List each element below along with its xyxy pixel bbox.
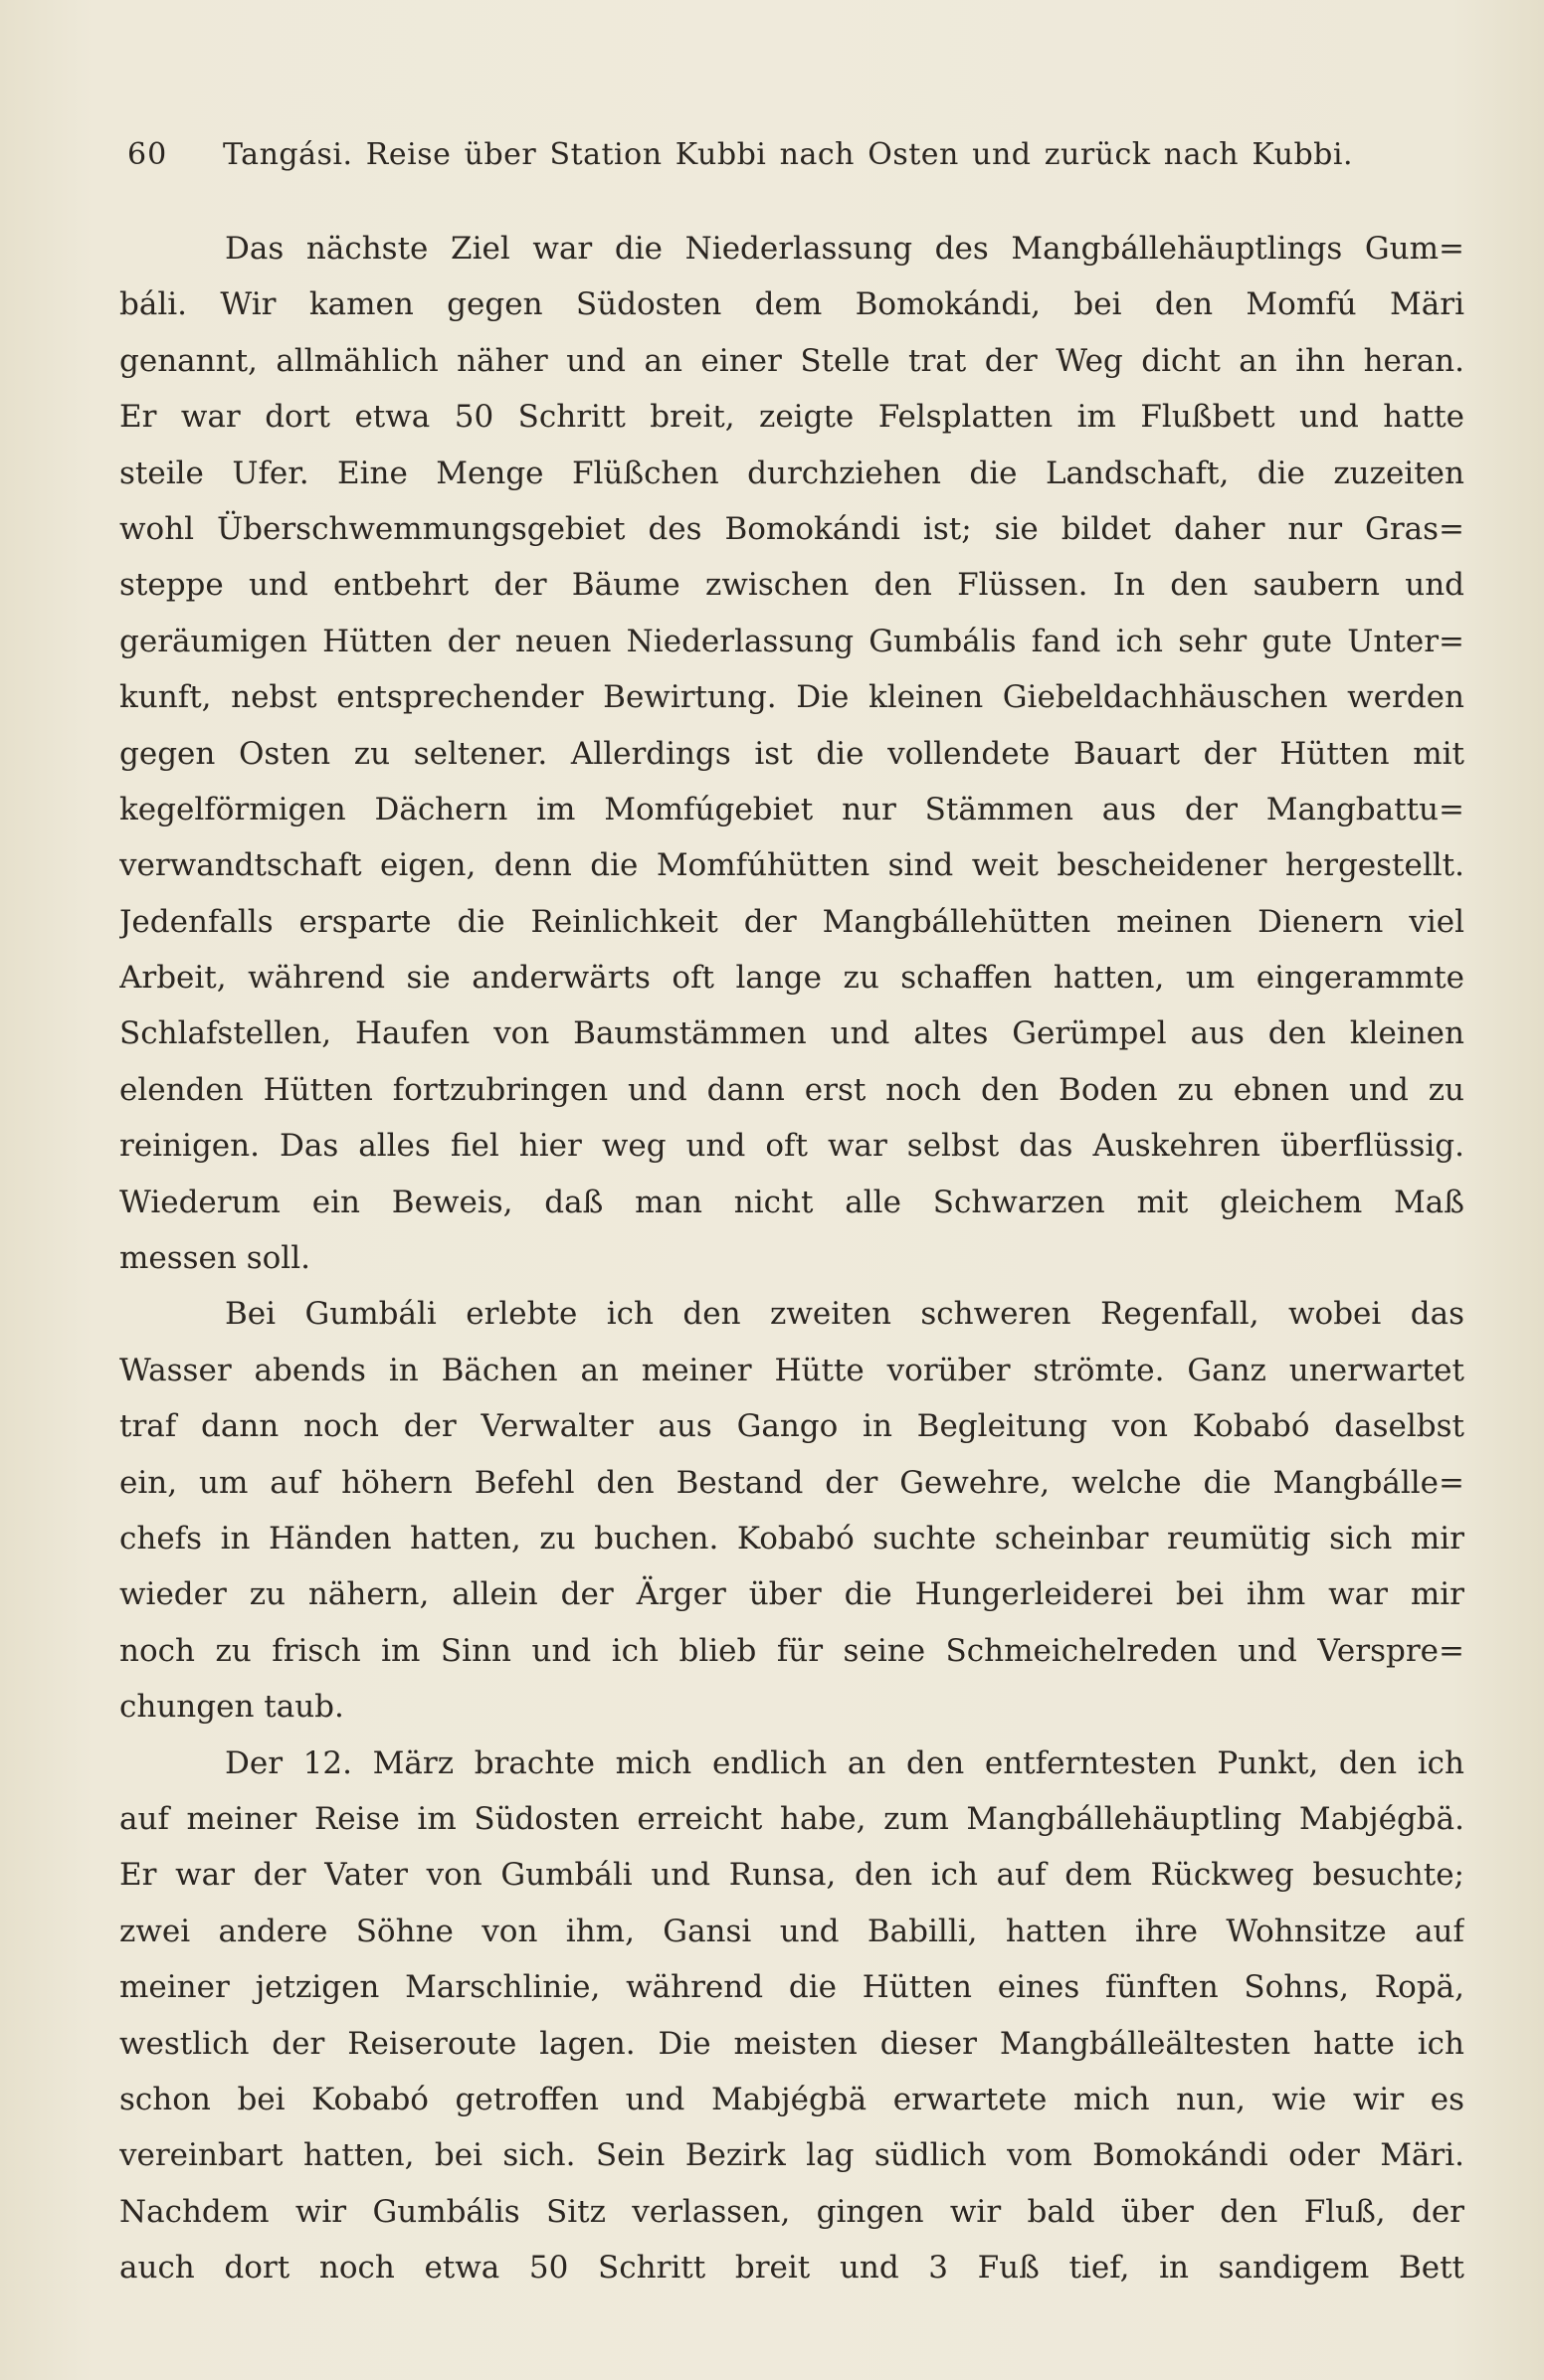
text-line: Nachdem wir Gumbális Sitz verlassen, gingen wir bald über den Fluß, der bbox=[119, 2193, 1464, 2230]
text-line: wohl Überschwemmungsgebiet des Bomokándi ist; sie bildet daher nur Gras= bbox=[119, 510, 1464, 547]
text-line: schon bei Kobabó getroffen und Mabjégbä erwartete mich nun, wie wir es bbox=[119, 2081, 1464, 2117]
text-line: traf dann noch der Verwalter aus Gango in Begleitung von Kobabó daselbst bbox=[119, 1408, 1464, 1445]
text-line: Schlafstellen, Haufen von Baumstämmen und altes Gerümpel aus den kleinen bbox=[119, 1015, 1464, 1052]
text-line: auch dort noch etwa 50 Schritt breit und 3 Fuß tief, in sandigem Bett bbox=[119, 2250, 1464, 2287]
text-line: Arbeit, während sie anderwärts oft lange zu schaffen hatten, um eingerammte bbox=[119, 960, 1464, 997]
text-line: gegen Osten zu seltener. Allerdings ist die vollendete Bauart der Hütten mit bbox=[119, 735, 1464, 772]
text-line: Wasser abends in Bächen an meiner Hütte vorüber strömte. Ganz unerwartet bbox=[119, 1352, 1464, 1388]
text-line: Bei Gumbáli erlebte ich den zweiten schweren Regenfall, wobei das bbox=[225, 1296, 1464, 1333]
text-line: Wiederum ein Beweis, daß man nicht alle Schwarzen mit gleichem Maß bbox=[119, 1184, 1464, 1220]
text-line: genannt, allmählich näher und an einer Stelle trat der Weg dicht an ihn heran. bbox=[119, 342, 1464, 379]
text-line: steppe und entbehrt der Bäume zwischen den Flüssen. In den saubern und bbox=[119, 567, 1464, 604]
text-line: Er war dort etwa 50 Schritt breit, zeigte Felsplatten im Flußbett und hatte bbox=[119, 399, 1464, 436]
text-line: messen soll. bbox=[119, 1240, 310, 1277]
text-line: noch zu frisch im Sinn und ich blieb für seine Schmeichelreden und Verspre= bbox=[119, 1632, 1464, 1669]
text-line: geräumigen Hütten der neuen Niederlassung Gumbális fand ich sehr gute Unter= bbox=[119, 623, 1464, 659]
page-number: 60 bbox=[127, 137, 168, 172]
text-line: vereinbart hatten, bei sich. Sein Bezirk lag südlich vom Bomokándi oder Märi. bbox=[119, 2137, 1464, 2174]
text-line: zwei andere Söhne von ihm, Gansi und Babilli, hatten ihre Wohnsitze auf bbox=[119, 1913, 1464, 1949]
text-line: báli. Wir kamen gegen Südosten dem Bomokándi, bei den Momfú Märi bbox=[119, 286, 1464, 323]
text-line: kegelförmigen Dächern im Momfúgebiet nur Stämmen aus der Mangbattu= bbox=[119, 791, 1464, 827]
text-line: Der 12. März brachte mich endlich an den entferntesten Punkt, den ich bbox=[225, 1744, 1464, 1781]
text-line: wieder zu nähern, allein der Ärger über die Hungerleiderei bei ihm war mir bbox=[119, 1576, 1464, 1613]
page-header bbox=[127, 137, 1353, 189]
text-line: ein, um auf höhern Befehl den Bestand der Gewehre, welche die Mangbálle= bbox=[119, 1464, 1464, 1501]
body-text bbox=[119, 221, 1464, 2295]
text-line: kunft, nebst entsprechender Bewirtung. Die kleinen Giebeldachhäuschen werden bbox=[119, 679, 1464, 716]
text-line: westlich der Reiseroute lagen. Die meisten dieser Mangbálleältesten hatte ich bbox=[119, 2025, 1464, 2062]
text-line: reinigen. Das alles fiel hier weg und oft war selbst das Auskehren überflüssig. bbox=[119, 1128, 1464, 1165]
text-line: meiner jetzigen Marschlinie, während die Hütten eines fünften Sohns, Ropä, bbox=[119, 1969, 1464, 2006]
text-line: chungen taub. bbox=[119, 1689, 344, 1726]
text-line: steile Ufer. Eine Menge Flüßchen durchziehen die Landschaft, die zuzeiten bbox=[119, 455, 1464, 491]
text-line: chefs in Händen hatten, zu buchen. Kobabó suchte scheinbar reumütig sich mir bbox=[119, 1520, 1464, 1556]
text-line: Er war der Vater von Gumbáli und Runsa, den ich auf dem Rückweg besuchte; bbox=[119, 1857, 1464, 1894]
running-head: Tangási. Reise über Station Kubbi nach Osten und zurück nach Kubbi. bbox=[223, 137, 1353, 172]
text-line: Das nächste Ziel war die Niederlassung des Mangbállehäuptlings Gum= bbox=[225, 231, 1464, 267]
text-line: verwandtschaft eigen, denn die Momfúhütten sind weit bescheidener hergestellt. bbox=[119, 847, 1464, 884]
text-line: auf meiner Reise im Südosten erreicht habe, zum Mangbállehäuptling Mabjégbä. bbox=[119, 1800, 1464, 1837]
text-line: elenden Hütten fortzubringen und dann erst noch den Boden zu ebnen und zu bbox=[119, 1071, 1464, 1108]
text-line: Jedenfalls ersparte die Reinlichkeit der Mangbállehütten meinen Dienern viel bbox=[119, 903, 1464, 940]
